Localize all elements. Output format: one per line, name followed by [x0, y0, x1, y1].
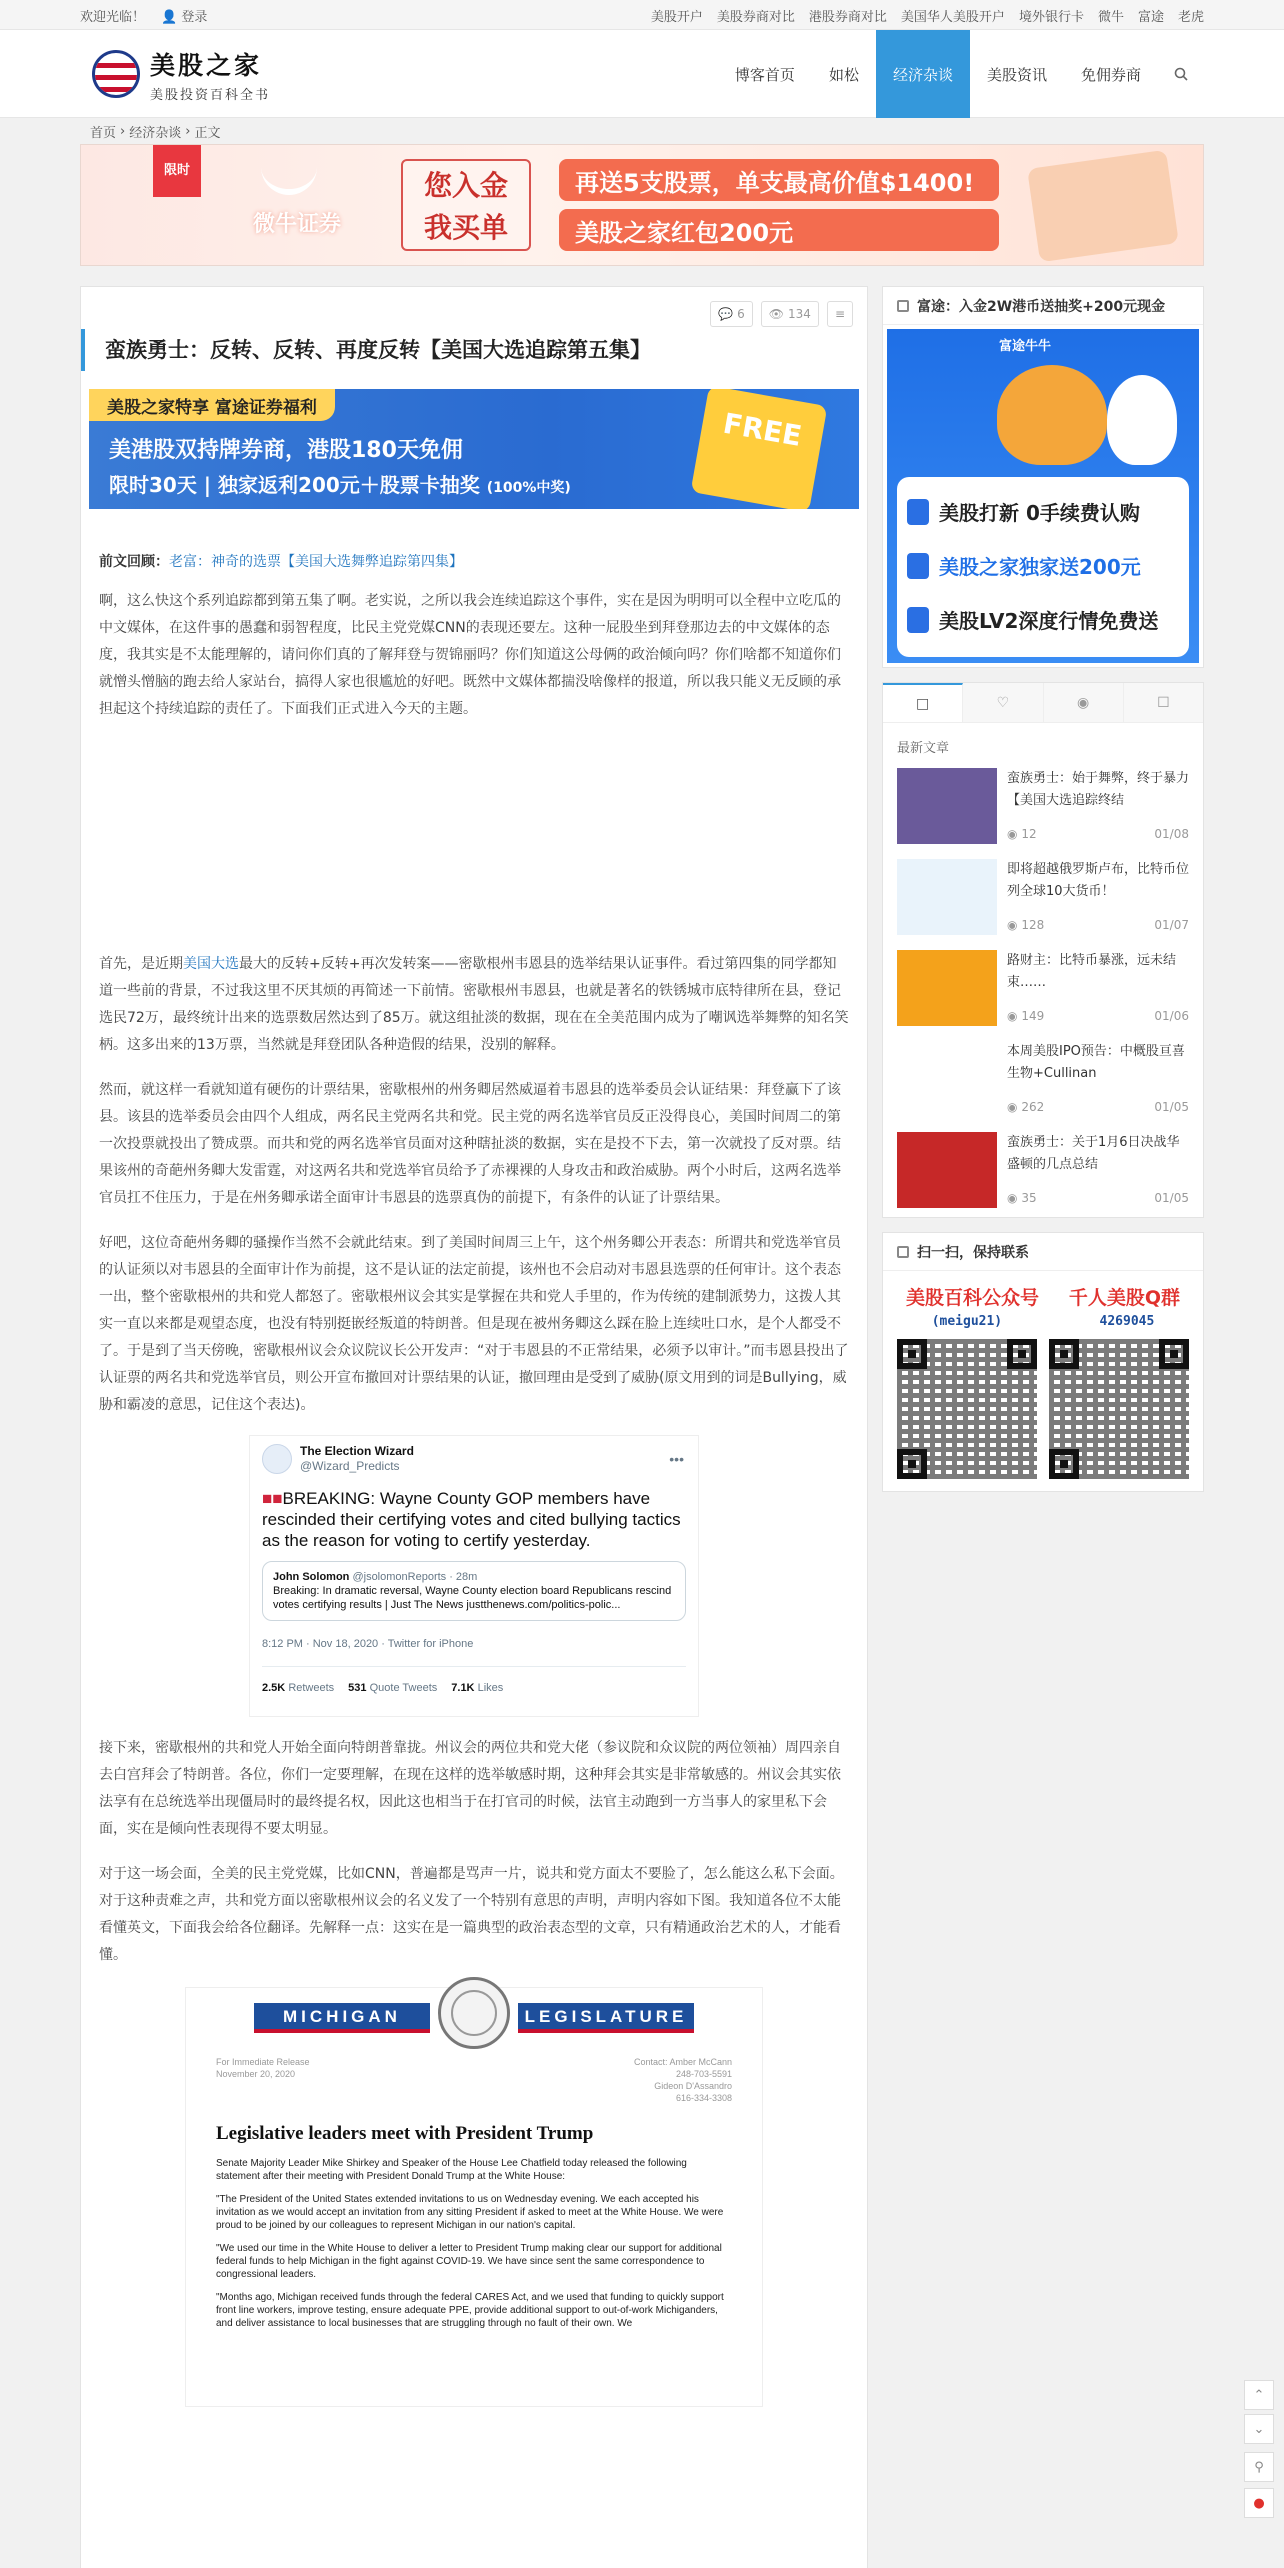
tweet-handle: @Wizard_Predicts: [300, 1459, 400, 1473]
wechat-qr-code: [897, 1339, 1037, 1479]
qr-left-id: (meigu21): [931, 1314, 1003, 1329]
post-views: ◉ 12: [1007, 827, 1037, 841]
futu-widget-title: 富途：入金2W港币送抽奖+200元现金: [917, 298, 1166, 315]
paragraph-1: 啊，这么快这个系列追踪都到第五集了啊。老实说，之所以我会连续追踪这个事件，实在是因为明明可以全程中立吃瓜的中文媒体，在这件事的愚蠢和弱智程度，比民主党党媒CNN的表现还要左。这种一屁股坐到拜登那边去的中文媒体的态度，我其实是不太能理解的，请问你们真的了解拜登与贺锦丽吗？你们知道这公母俩的政治倾向吗？你们啥都不知道你们就憎头憎脑的跑去给人家站台，搞得人家也很尴尬的好吧。既然中文媒体都揣没啥像样的报道，所以我只能义无反顾的承担起这个持续追踪的责任了。下面我们正式进入今天的主题。: [99, 593, 841, 717]
tweet-meta: 8:12 PM · Nov 18, 2020 · Twitter for iPhone: [262, 1631, 686, 1667]
comment-icon: ☐: [1157, 694, 1170, 711]
logo-mark: [92, 50, 140, 98]
qr-right-id: 4269045: [1099, 1314, 1155, 1329]
top-link-5[interactable]: 微牛: [1097, 9, 1124, 25]
latest-label: 最新文章: [897, 741, 950, 756]
post-item[interactable]: [883, 944, 1203, 1035]
post-title[interactable]: 路财主：比特币暴涨，远未结束……: [1007, 953, 1177, 990]
recap: 前文回顾：老富：神奇的选票【美国大选舞弊追踪第四集】: [99, 554, 463, 570]
main-nav: [718, 30, 1204, 118]
embedded-tweet[interactable]: [249, 1435, 699, 1717]
eye-icon: 👁: [768, 307, 785, 321]
post-thumbnail[interactable]: [897, 1132, 997, 1208]
paragraph-2: 首先，是近期美国大选最大的反转+反转+再次发转案——密歇根州韦恩县的选举结果认证事件。看过第四集的同学都知道一些前的背景，不过我这里不厌其烦的再简述一下前情。密歇根州韦恩县，也就是著名的铁锈城市底特律所在县，登记选民72万，最终统计出来的选票数居然达到了85万。就这组扯淡的数据，现在在全美范围内成为了嘲讽选举舞弊的知名笑柄。这多出来的13万票，当然就是拜登团队各种造假的结果，没别的解释。: [99, 956, 849, 1053]
nav-item-brokers[interactable]: 免佣券商: [1080, 65, 1141, 84]
post-date: 01/07: [1154, 918, 1189, 932]
search-icon: ⚲: [1254, 2459, 1264, 2475]
tab-popular[interactable]: [963, 683, 1043, 722]
float-search-button[interactable]: [1244, 2452, 1274, 2482]
breadcrumb-home[interactable]: 首页: [90, 125, 117, 141]
widget-icon: [897, 1246, 909, 1258]
eye-icon: ◉: [1007, 1009, 1018, 1023]
top-bar: [0, 0, 1284, 30]
lock-icon: [907, 499, 929, 525]
top-link-2[interactable]: 港股券商对比: [808, 9, 887, 25]
top-link-6[interactable]: 富途: [1137, 9, 1164, 25]
heart-icon: ♡: [996, 694, 1010, 711]
eye-icon: ◉: [1077, 694, 1090, 711]
list-icon: ≡: [834, 307, 845, 321]
post-title[interactable]: 本周美股IPO预告：中概股亘喜生物+Cullinan: [1007, 1044, 1185, 1081]
article-title: 蛮族勇士：反转、反转、再度反转【美国大选追踪第五集】: [81, 329, 867, 371]
nav-item-home[interactable]: 博客首页: [734, 65, 795, 84]
article: [80, 286, 868, 2568]
eye-icon: ◉: [1007, 1191, 1018, 1205]
futu-brand: 富途牛牛: [999, 339, 1052, 354]
scroll-down-button[interactable]: [1244, 2414, 1274, 2444]
tab-latest[interactable]: [883, 683, 963, 722]
qr-left-title: 美股百科公众号: [905, 1287, 1039, 1309]
comment-icon: 💬: [718, 307, 734, 321]
chevron-up-icon: ⌃: [1253, 2387, 1265, 2403]
logo-subtitle: 美股投资百科全书: [150, 87, 271, 103]
comment-count[interactable]: 💬 6: [710, 301, 753, 327]
post-thumbnail[interactable]: [897, 950, 997, 1026]
ad-head: 美股之家特享 富途证券福利: [89, 389, 335, 421]
search-icon[interactable]: [1158, 30, 1204, 118]
futu-item-1: 美股打新 0手续费认购: [907, 497, 1140, 526]
tab-comments[interactable]: [1124, 683, 1203, 722]
qr-right-title: 千人美股Q群: [1068, 1287, 1181, 1309]
post-thumbnail[interactable]: [897, 859, 997, 935]
posts-tabs: [883, 683, 1203, 723]
post-title[interactable]: 即将超越俄罗斯卢布，比特币位列全球10大货币！: [1007, 862, 1189, 899]
paragraph-4: 好吧，这位奇葩州务卿的骚操作当然不会就此结束。到了美国时间周三上午，这个州务卿公开表态：所谓共和党选举官员的认证须以对韦恩县的全面审计作为前提，这不是认证的法定前提，该州也不会启动对韦恩县选票的任何审计。这个表态一出，整个密歇根州的共和党人都怒了。密歇根州议会其实是掌握在共和党人手里的，作为传统的建制派势力，这拨人其实一直以来都是观望态度，也没有特别挺嵌经叛道的特朗普。但是现在被州务卿这么踩在脸上连续吐口水，是个人都受不了。于是到了当天傍晚，密歇根州议会众议院议长公开发声：“对于韦恩县的不正常结果，必须予以审计。”而韦恩县投出了认证票的两名共和党选举官员，则公开宣布撤回对计票结果的认证，撤回理由是受到了威胁(原文用到的词是Bullying，威胁和霸凌的意思，记住这个表达)。: [99, 1235, 849, 1413]
post-item[interactable]: [883, 1035, 1203, 1126]
post-item[interactable]: [883, 762, 1203, 853]
post-item[interactable]: [883, 853, 1203, 944]
top-link-7[interactable]: 老虎: [1177, 9, 1204, 25]
post-views: ◉ 262: [1007, 1100, 1045, 1114]
banner-line-2: 美股之家红包200元: [559, 209, 999, 251]
futu-ad[interactable]: [887, 329, 1199, 663]
cow-mascot-illustration: [997, 365, 1107, 465]
gift-illustration: [1027, 150, 1179, 263]
tweet-stats: 2.5K Retweets 531 Quote Tweets 7.1K Likes: [262, 1682, 504, 1694]
list-icon: [907, 553, 929, 579]
qq-button[interactable]: [1244, 2488, 1274, 2518]
banner-brand: 微牛证券: [253, 212, 342, 237]
document-icon: □: [916, 695, 930, 712]
posts-widget: [882, 682, 1204, 1218]
futu-widget: [882, 286, 1204, 668]
limited-tag: 限时: [153, 145, 201, 197]
post-date: 01/08: [1154, 827, 1189, 841]
rabbit-mascot-illustration: [1107, 375, 1177, 465]
nav-item-economy[interactable]: 经济杂谈: [876, 30, 970, 118]
paragraph-6: 对于这一场会面，全美的民主党党媒，比如CNN，普遍都是骂声一片，说共和党方面太不要脸了，怎么能这么私下会面。对于这种责难之声，共和党方面以密歇根州议会的名义发了一个特别有意思的声明，声明内容如下图。我知道各位不太能看懂英文，下面我会给各位翻译。先解释一点：这实在是一篇典型的政治表态型的文章，只有精通政治艺术的人，才能看懂。: [99, 1866, 844, 1963]
scroll-up-button[interactable]: [1244, 2380, 1274, 2410]
breadcrumb: 首页 › 经济杂谈 › 正文: [90, 123, 221, 141]
breadcrumb-current: 正文: [194, 125, 221, 141]
view-count: 👁 134: [761, 301, 819, 327]
more-icon[interactable]: •••: [669, 1451, 684, 1467]
recap-link[interactable]: 老富：神奇的选票【美国大选舞弊追踪第四集】: [169, 554, 463, 570]
post-views: ◉ 35: [1007, 1191, 1037, 1205]
qr-widget: [882, 1232, 1204, 1492]
banner-box: 您入金 我买单: [401, 159, 531, 251]
top-link-0[interactable]: 美股开户: [650, 9, 703, 25]
doc-right-label: LEGISLATURE: [518, 2003, 694, 2033]
site-header: [0, 30, 1284, 118]
top-link-4[interactable]: 境外银行卡: [1018, 9, 1084, 25]
siren-icon: ■■: [262, 1489, 283, 1508]
webull-banner-ad[interactable]: [80, 144, 1204, 266]
site-logo[interactable]: [80, 46, 270, 103]
post-views: ◉ 149: [1007, 1009, 1045, 1023]
webull-logo-icon: [261, 167, 317, 195]
paragraph-5: 接下来，密歇根州的共和党人开始全面向特朗普靠拢。州议会的两位共和党大佬（参议院和众议院的两位领袖）周四亲自去白宫拜会了特朗普。各位，你们一定要理解，在现在这样的选举敏感时期，这种拜会其实是非常敏感的。州议会其实依法享有在总统选举出现僵局时的最终提名权，因此这也相当于在打官司的时候，法官主动跑到一方当事人的家里私下会面，实在是倾向性表现得不要太明显。: [99, 1740, 841, 1837]
eye-icon: ◉: [1007, 827, 1018, 841]
welcome-text: 欢迎光临！: [80, 9, 146, 25]
top-link-3[interactable]: 美国华人美股开户: [900, 9, 1005, 25]
top-link-1[interactable]: 美股券商对比: [716, 9, 795, 25]
free-card-illustration: FREE: [691, 389, 828, 509]
ad-line-1: 美港股双持牌券商，港股180天免佣: [109, 438, 463, 463]
article-body: [81, 549, 867, 2407]
quoted-tweet[interactable]: John Solomon @jsolomonReports · 28m Breaking: In dramatic reversal, Wayne County election board Republicans rescind votes certifying results | Just The News justthenews.com/politics-polic...: [262, 1561, 686, 1621]
logo-title: 美股之家: [150, 50, 263, 80]
avatar: [262, 1444, 292, 1474]
ad-line-2: 限时30天 | 独家返利200元＋股票卡抽奖 (100%中奖): [109, 473, 571, 497]
toc-button[interactable]: [827, 301, 853, 327]
chevron-down-icon: ⌄: [1253, 2421, 1265, 2437]
sidebar: [882, 286, 1204, 1506]
post-thumbnail[interactable]: [897, 768, 997, 844]
election-link[interactable]: 美国大选: [183, 956, 239, 972]
futu-item-2: 美股之家独家送200元: [907, 551, 1141, 580]
nav-item-news[interactable]: 美股资讯: [986, 65, 1047, 84]
qq-icon: ●: [1253, 2495, 1265, 2511]
tab-most-viewed[interactable]: [1044, 683, 1124, 722]
post-item[interactable]: [883, 1126, 1203, 1217]
breadcrumb-category[interactable]: 经济杂谈: [129, 125, 182, 141]
qq-group-qr-code: [1049, 1339, 1189, 1479]
login-link[interactable]: 👤 登录: [161, 9, 208, 25]
futu-article-ad[interactable]: [89, 389, 859, 509]
paragraph-3: 然而，就这样一看就知道有硬伤的计票结果，密歇根州的州务卿居然威逼着韦恩县的选举委员会认证结果：拜登赢下了该县。该县的选举委员会由四个人组成，两名民主党两名共和党。民主党的两名选举官员反正没得良心，美国时间周二的第一次投票就投出了赞成票。而共和党的两名选举官员面对这种瞎扯淡的数据，实在是投不下去，第一次就投了反对票。结果该州的奇葩州务卿大发雷霆，对这两名共和党选举官员给予了赤裸裸的人身攻击和政治威胁。两个小时后，这两名选举官员扛不住压力，于是在州务卿承诺全面审计韦恩县的选票真伪的前提下，有条件的认证了计票结果。: [99, 1082, 841, 1206]
tweet-text: ■■BREAKING: Wayne County GOP members have rescinded their certifying votes and cited bullying tactics as the reason for voting to certify yesterday.: [262, 1489, 681, 1550]
qr-widget-title: 扫一扫，保持联系: [917, 1244, 1029, 1261]
michigan-seal-icon: [438, 1977, 510, 2049]
chart-icon: [907, 607, 929, 633]
doc-left-label: MICHIGAN: [254, 2003, 430, 2033]
post-date: 01/06: [1154, 1009, 1189, 1023]
post-title[interactable]: 蛮族勇士：关于1月6日决战华盛顿的几点总结: [1007, 1135, 1180, 1172]
post-title[interactable]: 蛮族勇士：始于舞弊，终于暴力【美国大选追踪终结: [1007, 771, 1189, 808]
post-date: 01/05: [1154, 1191, 1189, 1205]
eye-icon: ◉: [1007, 1100, 1018, 1114]
tweet-author: The Election Wizard: [300, 1444, 414, 1458]
eye-icon: ◉: [1007, 918, 1018, 932]
doc-headline: Legislative leaders meet with President Trump: [216, 2123, 594, 2144]
futu-item-3: 美股LV2深度行情免费送: [907, 605, 1158, 634]
banner-line-1: 再送5支股票，单支最高价值$1400!: [559, 159, 999, 201]
post-thumbnail[interactable]: [897, 1041, 997, 1117]
post-views: ◉ 128: [1007, 918, 1045, 932]
ad-placeholder: [99, 723, 849, 933]
article-tools: [710, 301, 853, 327]
nav-item-rusong[interactable]: 如松: [828, 65, 859, 84]
post-list: [883, 762, 1203, 1217]
widget-icon: [897, 300, 909, 312]
press-release-image: MICHIGAN LEGISLATURE For Immediate Release November 20, 2020 Contact: Amber McCann 248-703-5591 Gideon D'Assandro 616-334-3308 Legislative leaders meet with President Trump Senate Majority Leader Mike Shirkey and Speaker of the House Lee Chatfield today released the following statement after their meeting with President Donald Trump at the White House: "The President of the United States extended invitations to us on Wednesday evening. We each accepted his invitation as we would accept an invitation from any sitting President if asked to meet at the White House. We were proud to be joined by our colleagues to represent Michigan in our nation's capital. "We used our time in the White House to deliver a letter to President Trump making clear our support for additional federal funds to help Michigan in the fight against COVID-19. We have since sent the same correspondence to congressional leaders. "Months ago, Michigan received funds through the federal CARES Act, and we used that funding to quickly support front line workers, improve testing, ensure adequate PPE, provide additional support to out-of-work Michiganders, and deliver assistance to local businesses that are struggling through no fault of their own. We: [185, 1987, 763, 2407]
post-date: 01/05: [1154, 1100, 1189, 1114]
